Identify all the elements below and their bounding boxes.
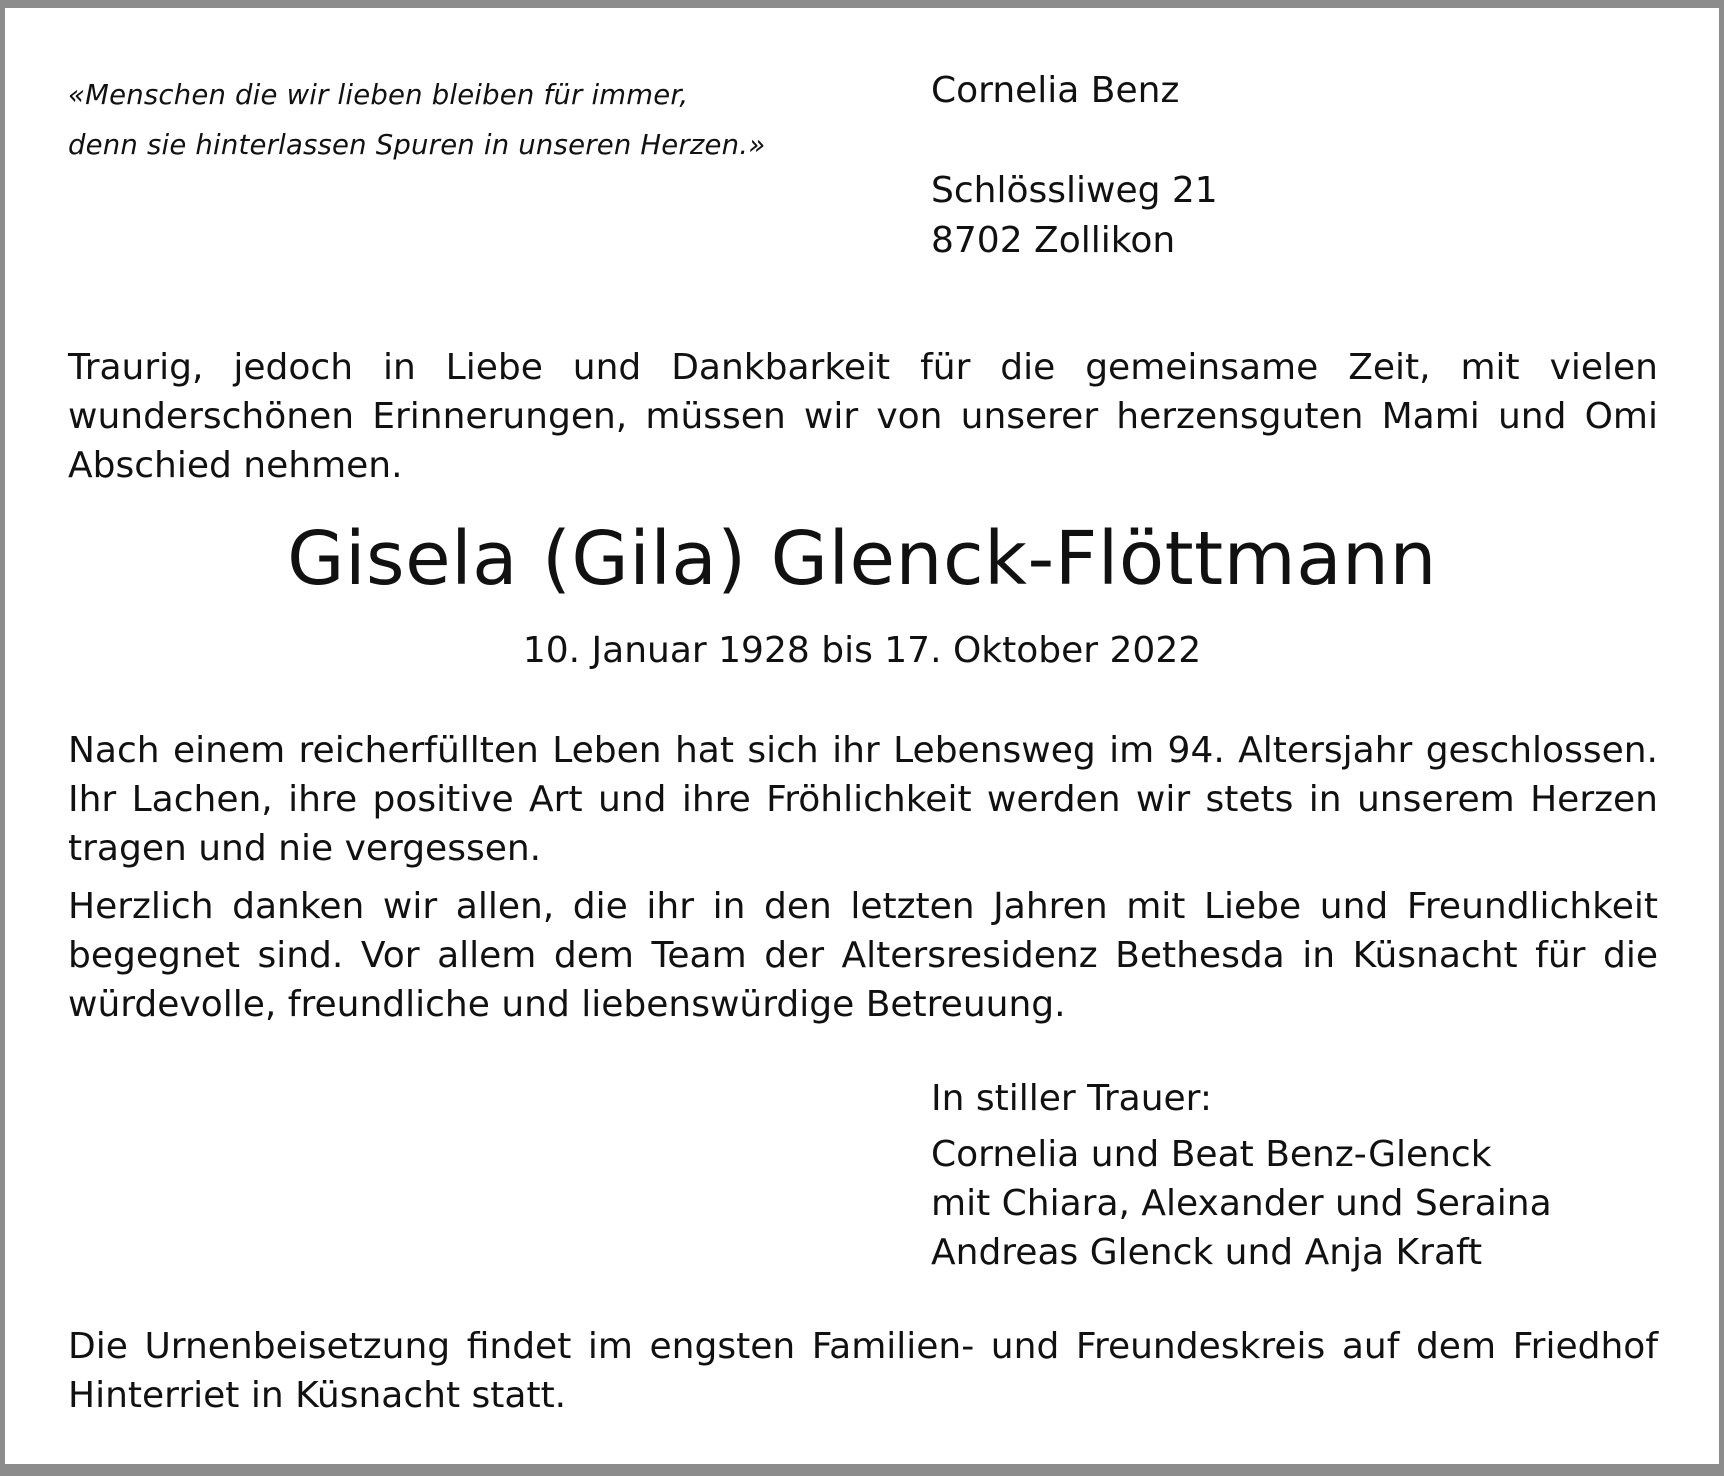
- life-dates: 10. Januar 1928 bis 17. Oktober 2022: [522, 630, 1202, 671]
- quote-line-1: «Menschen die wir lieben bleiben für immer,: [68, 79, 689, 111]
- mourner-line-2: mit Chiara, Alexander und Seraina: [931, 1183, 1552, 1224]
- contact-city: 8702 Zollikon: [931, 220, 1176, 261]
- body-paragraph-1: Nach einem reicherfüllten Leben hat sich ihr Lebensweg im 94. Altersjahr geschlossen. Ihr Lachen, ihre positive Art und ihre Fröhlichkeit werden wir stets in unserem Herzen tragen und nie vergessen.: [68, 730, 1658, 869]
- closing-paragraph: Die Urnenbeisetzung findet im engsten Familien- und Freundeskreis auf dem Friedhof Hinterriet in Küsnacht statt.: [68, 1326, 1658, 1416]
- quote-line-2: denn sie hinterlassen Spuren in unseren Herzen.»: [68, 129, 766, 161]
- memorial-quote: [68, 70, 828, 170]
- mourning-label: In stiller Trauer:: [931, 1078, 1212, 1119]
- mourners-list: [931, 1130, 1552, 1277]
- deceased-name: Gisela (Gila) Glenck-Flöttmann: [287, 516, 1437, 602]
- contact-address: [931, 66, 1218, 266]
- mourner-line-3: Andreas Glenck und Anja Kraft: [931, 1232, 1483, 1273]
- contact-street: Schlössliweg 21: [931, 170, 1218, 211]
- body-paragraph-2: Herzlich danken wir allen, die ihr in den letzten Jahren mit Liebe und Freundlichkeit begegnet sind. Vor allem dem Team der Altersresidenz Bethesda in Küsnacht für die würdevolle, freundliche und liebenswürdige Betreuung.: [68, 886, 1658, 1025]
- address-spacer: [931, 116, 1218, 166]
- intro-paragraph: Traurig, jedoch in Liebe und Dankbarkeit für die gemeinsame Zeit, mit vielen wunderschönen Erinnerungen, müssen wir von unserer herzensguten Mami und Omi Abschied nehmen.: [68, 347, 1658, 486]
- mourner-line-1: Cornelia und Beat Benz-Glenck: [931, 1134, 1492, 1175]
- contact-name: Cornelia Benz: [931, 70, 1180, 111]
